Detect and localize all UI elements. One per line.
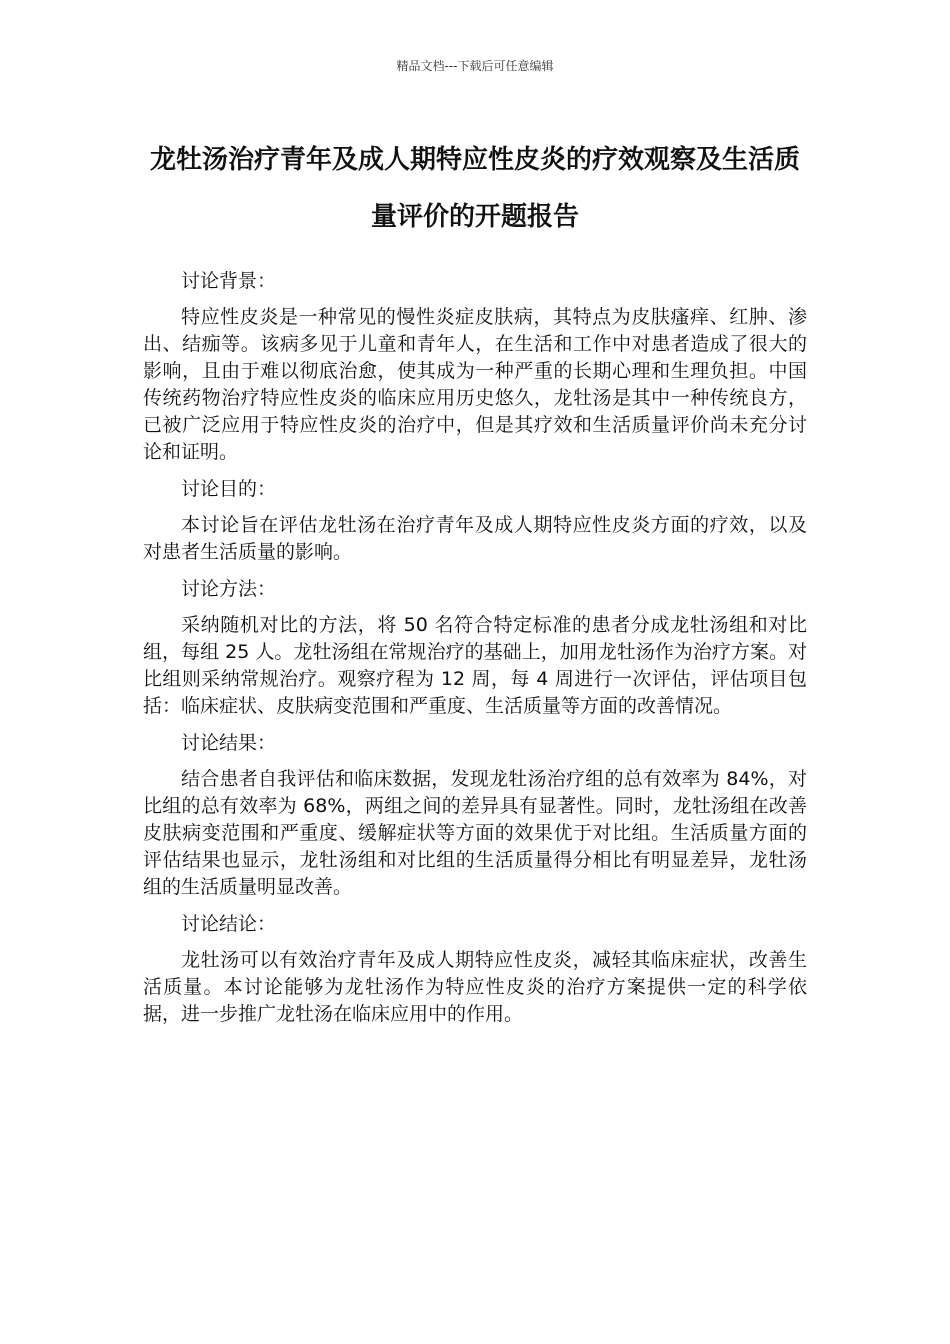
header-note: 精品文档---下载后可任意编辑: [396, 59, 554, 73]
section-text-results: 结合患者自我评估和临床数据，发现龙牡汤治疗组的总有效率为 84%，对比组的总有效率为 68%，两组之间的差异具有显著性。同时，龙牡汤组在改善皮肤病变范围和严重度、缓解症状等方面的效果优于对比组。生活质量方面的评估结果也显示，龙牡汤组和对比组的生活质量得分相比有明显差异，龙牡汤组的生活质量明显改善。: [143, 768, 807, 898]
section-heading-purpose: 讨论目的：: [181, 478, 277, 500]
section-text-background: 特应性皮炎是一种常见的慢性炎症皮肤病，其特点为皮肤瘙痒、红肿、渗出、结痂等。该病多见于儿童和青年人，在生活和工作中对患者造成了很大的影响，且由于难以彻底治愈，使其成为一种严重的长期心理和生理负担。中国传统药物治疗特应性皮炎的临床应用历史悠久，龙牡汤是其中一种传统良方，已被广泛应用于特应性皮炎的治疗中，但是其疗效和生活质量评价尚未充分讨论和证明。: [143, 306, 807, 463]
section-heading-results: 讨论结果：: [181, 732, 277, 754]
section-text-purpose: 本讨论旨在评估龙牡汤在治疗青年及成人期特应性皮炎方面的疗效，以及对患者生活质量的影响。: [143, 514, 807, 563]
document-title: 龙牡汤治疗青年及成人期特应性皮炎的疗效观察及生活质量评价的开题报告: [149, 145, 800, 232]
section-text-conclusion: 龙牡汤可以有效治疗青年及成人期特应性皮炎，减轻其临床症状，改善生活质量。本讨论能够为龙牡汤作为特应性皮炎的治疗方案提供一定的科学依据，进一步推广龙牡汤在临床应用中的作用。: [143, 949, 807, 1025]
section-text-method: 采纳随机对比的方法，将 50 名符合特定标准的患者分成龙牡汤组和对比组，每组 25 人。龙牡汤组在常规治疗的基础上，加用龙牡汤作为治疗方案。对比组则采纳常规治疗。观察疗程为 12 周，每 4 周进行一次评估，评估项目包括：临床症状、皮肤病变范围和严重度、生活质量等方面的改善情况。: [143, 614, 807, 717]
section-heading-method: 讨论方法：: [181, 578, 277, 600]
section-heading-background: 讨论背景：: [181, 270, 277, 292]
section-heading-conclusion: 讨论结论：: [181, 913, 277, 935]
document-body: [143, 268, 807, 1038]
